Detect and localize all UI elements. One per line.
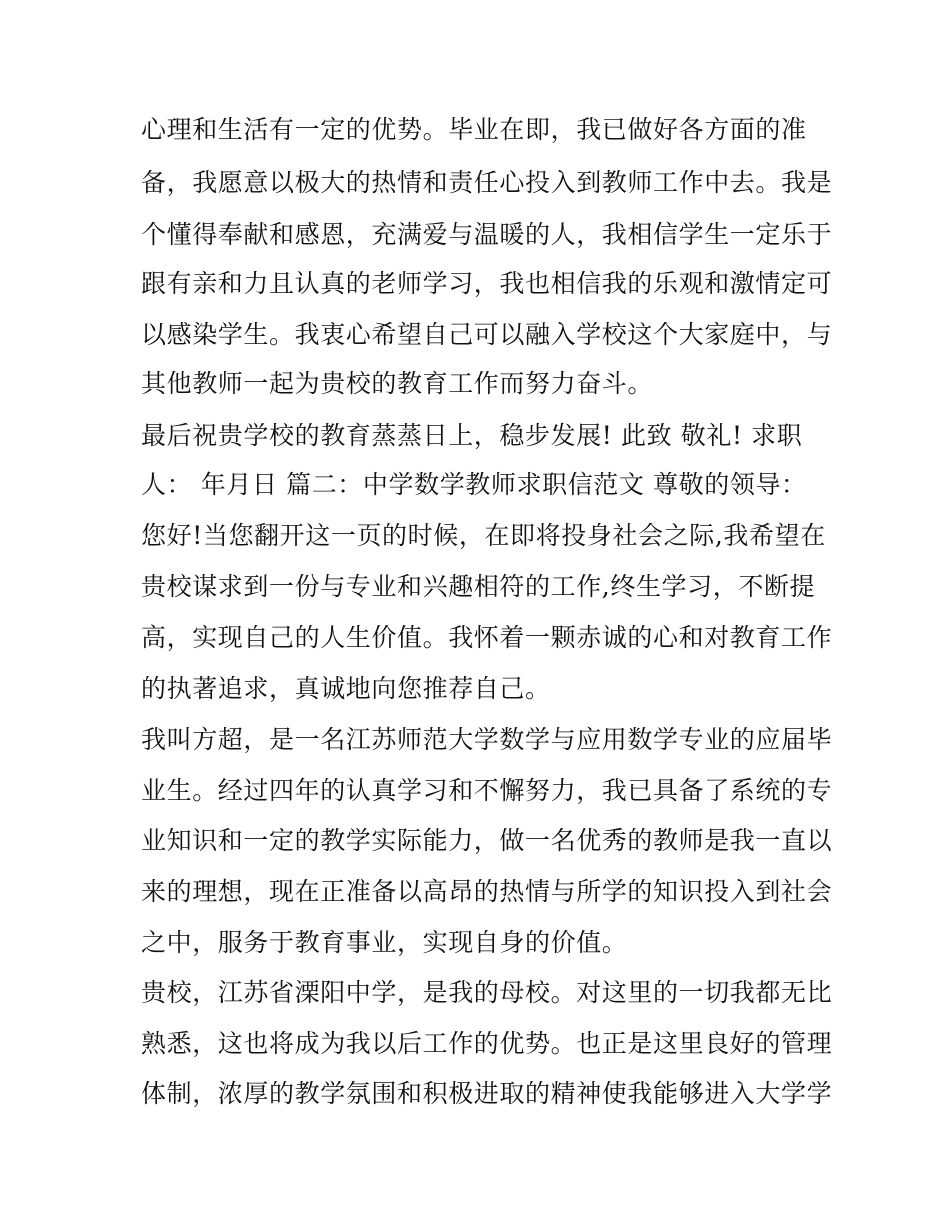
- text-line: 我叫方超，是一名江苏师范大学数学与应用数学专业的应届毕: [141, 725, 833, 754]
- text-line: 最后祝贵学校的教育蒸蒸日上，稳步发展! 此致 敬礼! 求职: [141, 421, 803, 450]
- text-line: 您好!当您翻开这一页的时候，在即将投身社会之际,我希望在: [141, 521, 826, 550]
- text-line: 业生。经过四年的认真学习和不懈努力，我已具备了系统的专: [141, 776, 833, 805]
- text-line: 来的理想，现在正准备以高昂的热情与所学的知识投入到社会: [141, 877, 833, 906]
- text-line: 贵校，江苏省溧阳中学，是我的母校。对这里的一切我都无比: [141, 978, 833, 1007]
- text-line: 其他教师一起为贵校的教育工作而努力奋斗。: [141, 369, 654, 398]
- text-line: 备，我愿意以极大的热情和责任心投入到教师工作中去。我是: [141, 168, 833, 197]
- text-line: 体制，浓厚的教学氛围和积极进取的精神使我能够进入大学学: [141, 1079, 833, 1108]
- text-line: 高，实现自己的人生价值。我怀着一颗赤诚的心和对教育工作: [141, 623, 833, 652]
- text-line: 之中，服务于教育事业，实现自身的价值。: [141, 928, 628, 957]
- text-line: 跟有亲和力且认真的老师学习，我也相信我的乐观和激情定可: [141, 269, 833, 298]
- text-line: 以感染学生。我衷心希望自己可以融入学校这个大家庭中，与: [141, 320, 833, 349]
- text-line: 熟悉，这也将成为我以后工作的优势。也正是这里良好的管理: [141, 1029, 833, 1058]
- text-line: 个懂得奉献和感恩，充满爱与温暖的人，我相信学生一定乐于: [141, 220, 833, 249]
- text-line: 心理和生活有一定的优势。毕业在即，我已做好各方面的准: [141, 115, 807, 144]
- text-line: 人： 年月日 篇二：中学数学教师求职信范文 尊敬的领导：: [141, 470, 807, 499]
- text-line: 贵校谋求到一份与专业和兴趣相符的工作,终生学习，不断提: [141, 572, 816, 601]
- text-line: 的执著追求，真诚地向您推荐自己。: [141, 674, 551, 703]
- text-line: 业知识和一定的教学实际能力，做一名优秀的教师是我一直以: [141, 826, 833, 855]
